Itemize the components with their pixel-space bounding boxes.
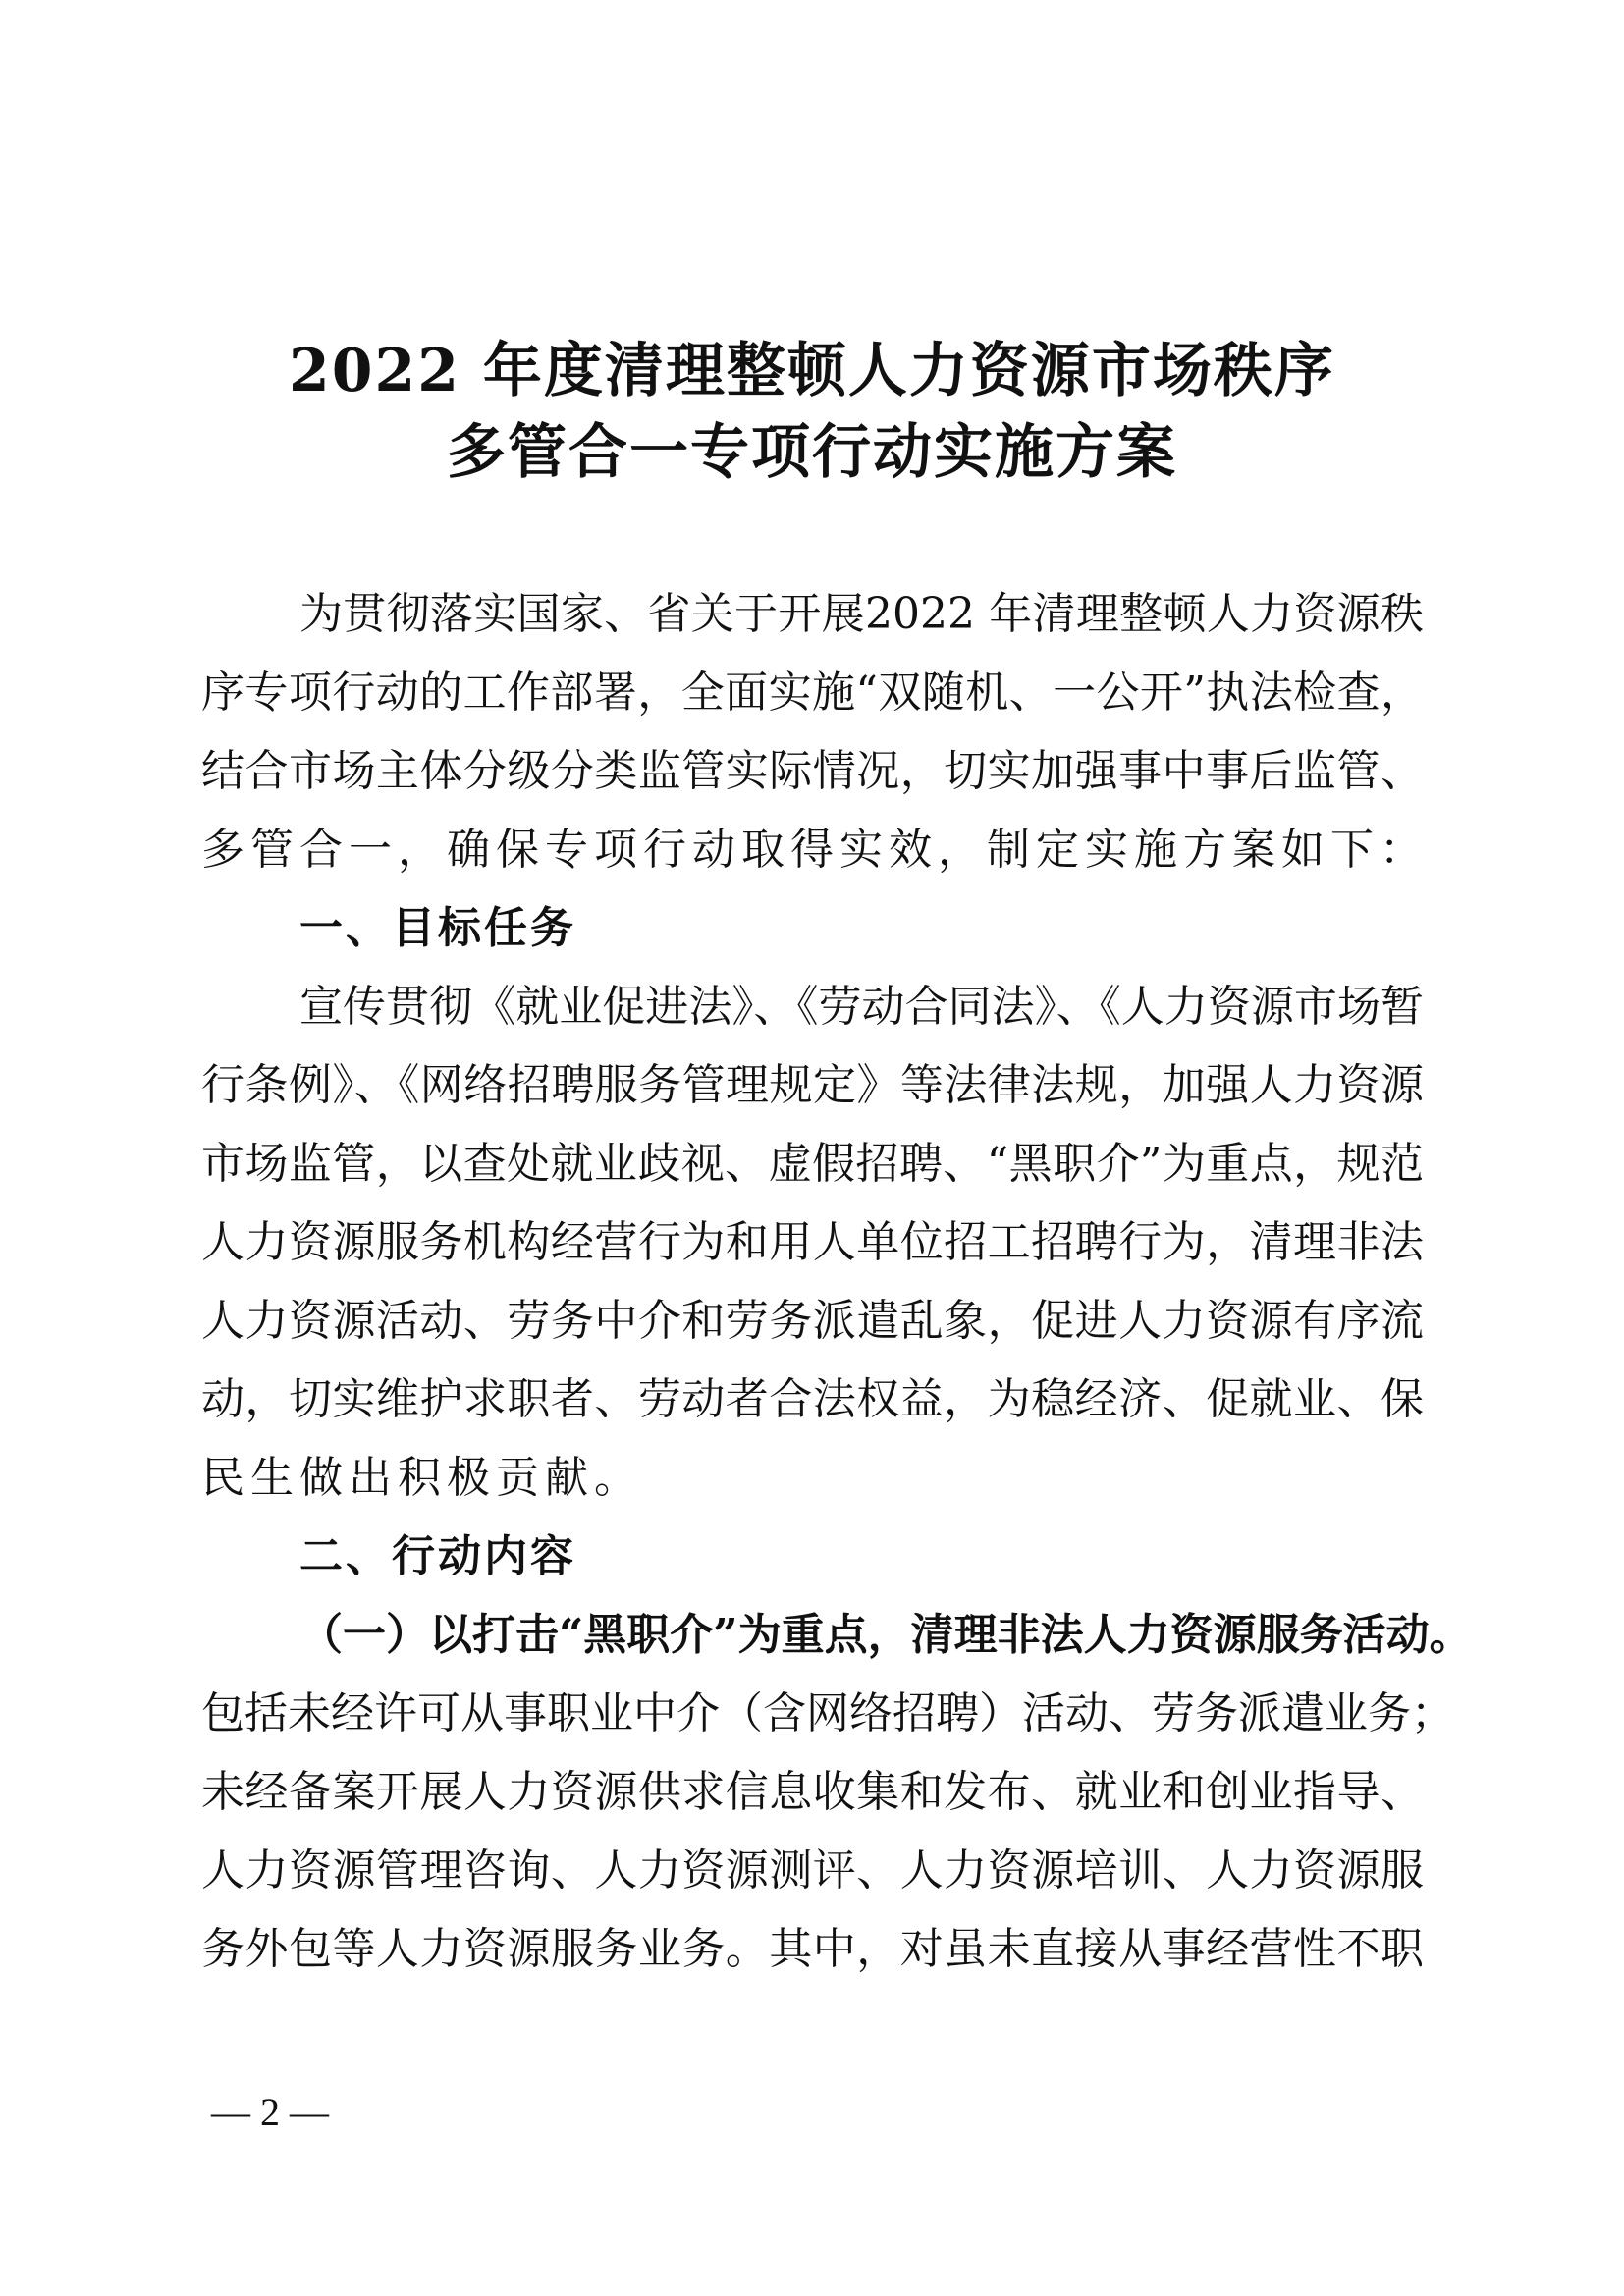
section2-line: 包括未经许可从事职业中介（含网络招聘）活动、劳务派遣业务； — [201, 1688, 1454, 1738]
document-title-line-1: 2022 年度清理整顿人力资源市场秩序 — [289, 337, 1335, 405]
page-number: — 2 — — [211, 2090, 329, 2134]
intro-line: 多管合一，确保专项行动取得实效，制定实施方案如下： — [201, 825, 1429, 875]
intro-line: 结合市场主体分级分类监管实际情况，切实加强事中事后监管、 — [201, 746, 1424, 796]
subsection-heading-line: （一）以打击“黑职介”为重点，清理非法人力资源服务活动。 — [299, 1610, 1473, 1660]
section2-line: 未经备案开展人力资源供求信息收集和发布、就业和创业指导、 — [201, 1767, 1424, 1817]
section2-line: 务外包等人力资源服务业务。其中，对虽未直接从事经营性不职 — [201, 1924, 1424, 1974]
section1-line: 宣传贯彻《就业促进法》、《劳动合同法》、《人力资源市场暂 — [299, 982, 1424, 1032]
section-heading-goals: 一、目标任务 — [299, 903, 576, 953]
section1-line: 人力资源活动、劳务中介和劳务派遣乱象，促进人力资源有序流 — [201, 1296, 1424, 1346]
section1-line: 市场监管，以查处就业歧视、虚假招聘、“黑职介”为重点，规范 — [201, 1139, 1424, 1189]
section-heading-actions: 二、行动内容 — [299, 1531, 576, 1581]
section1-line: 人力资源服务机构经营行为和用人单位招工招聘行为，清理非法 — [201, 1217, 1424, 1267]
section1-line: 民生做出积极贡献。 — [201, 1453, 643, 1503]
intro-line: 序专项行动的工作部署，全面实施“双随机、一公开”执法检查， — [201, 667, 1424, 718]
section2-line: 人力资源管理咨询、人力资源测评、人力资源培训、人力资源服 — [201, 1845, 1424, 1896]
section1-line: 动，切实维护求职者、劳动者合法权益，为稳经济、促就业、保 — [201, 1374, 1424, 1424]
intro-line: 为贯彻落实国家、省关于开展2022 年清理整顿人力资源秩 — [299, 589, 1424, 639]
document-title-line-2: 多管合一专项行动实施方案 — [447, 418, 1177, 487]
section1-line: 行条例》、《网络招聘服务管理规定》等法律法规，加强人力资源 — [201, 1060, 1424, 1110]
